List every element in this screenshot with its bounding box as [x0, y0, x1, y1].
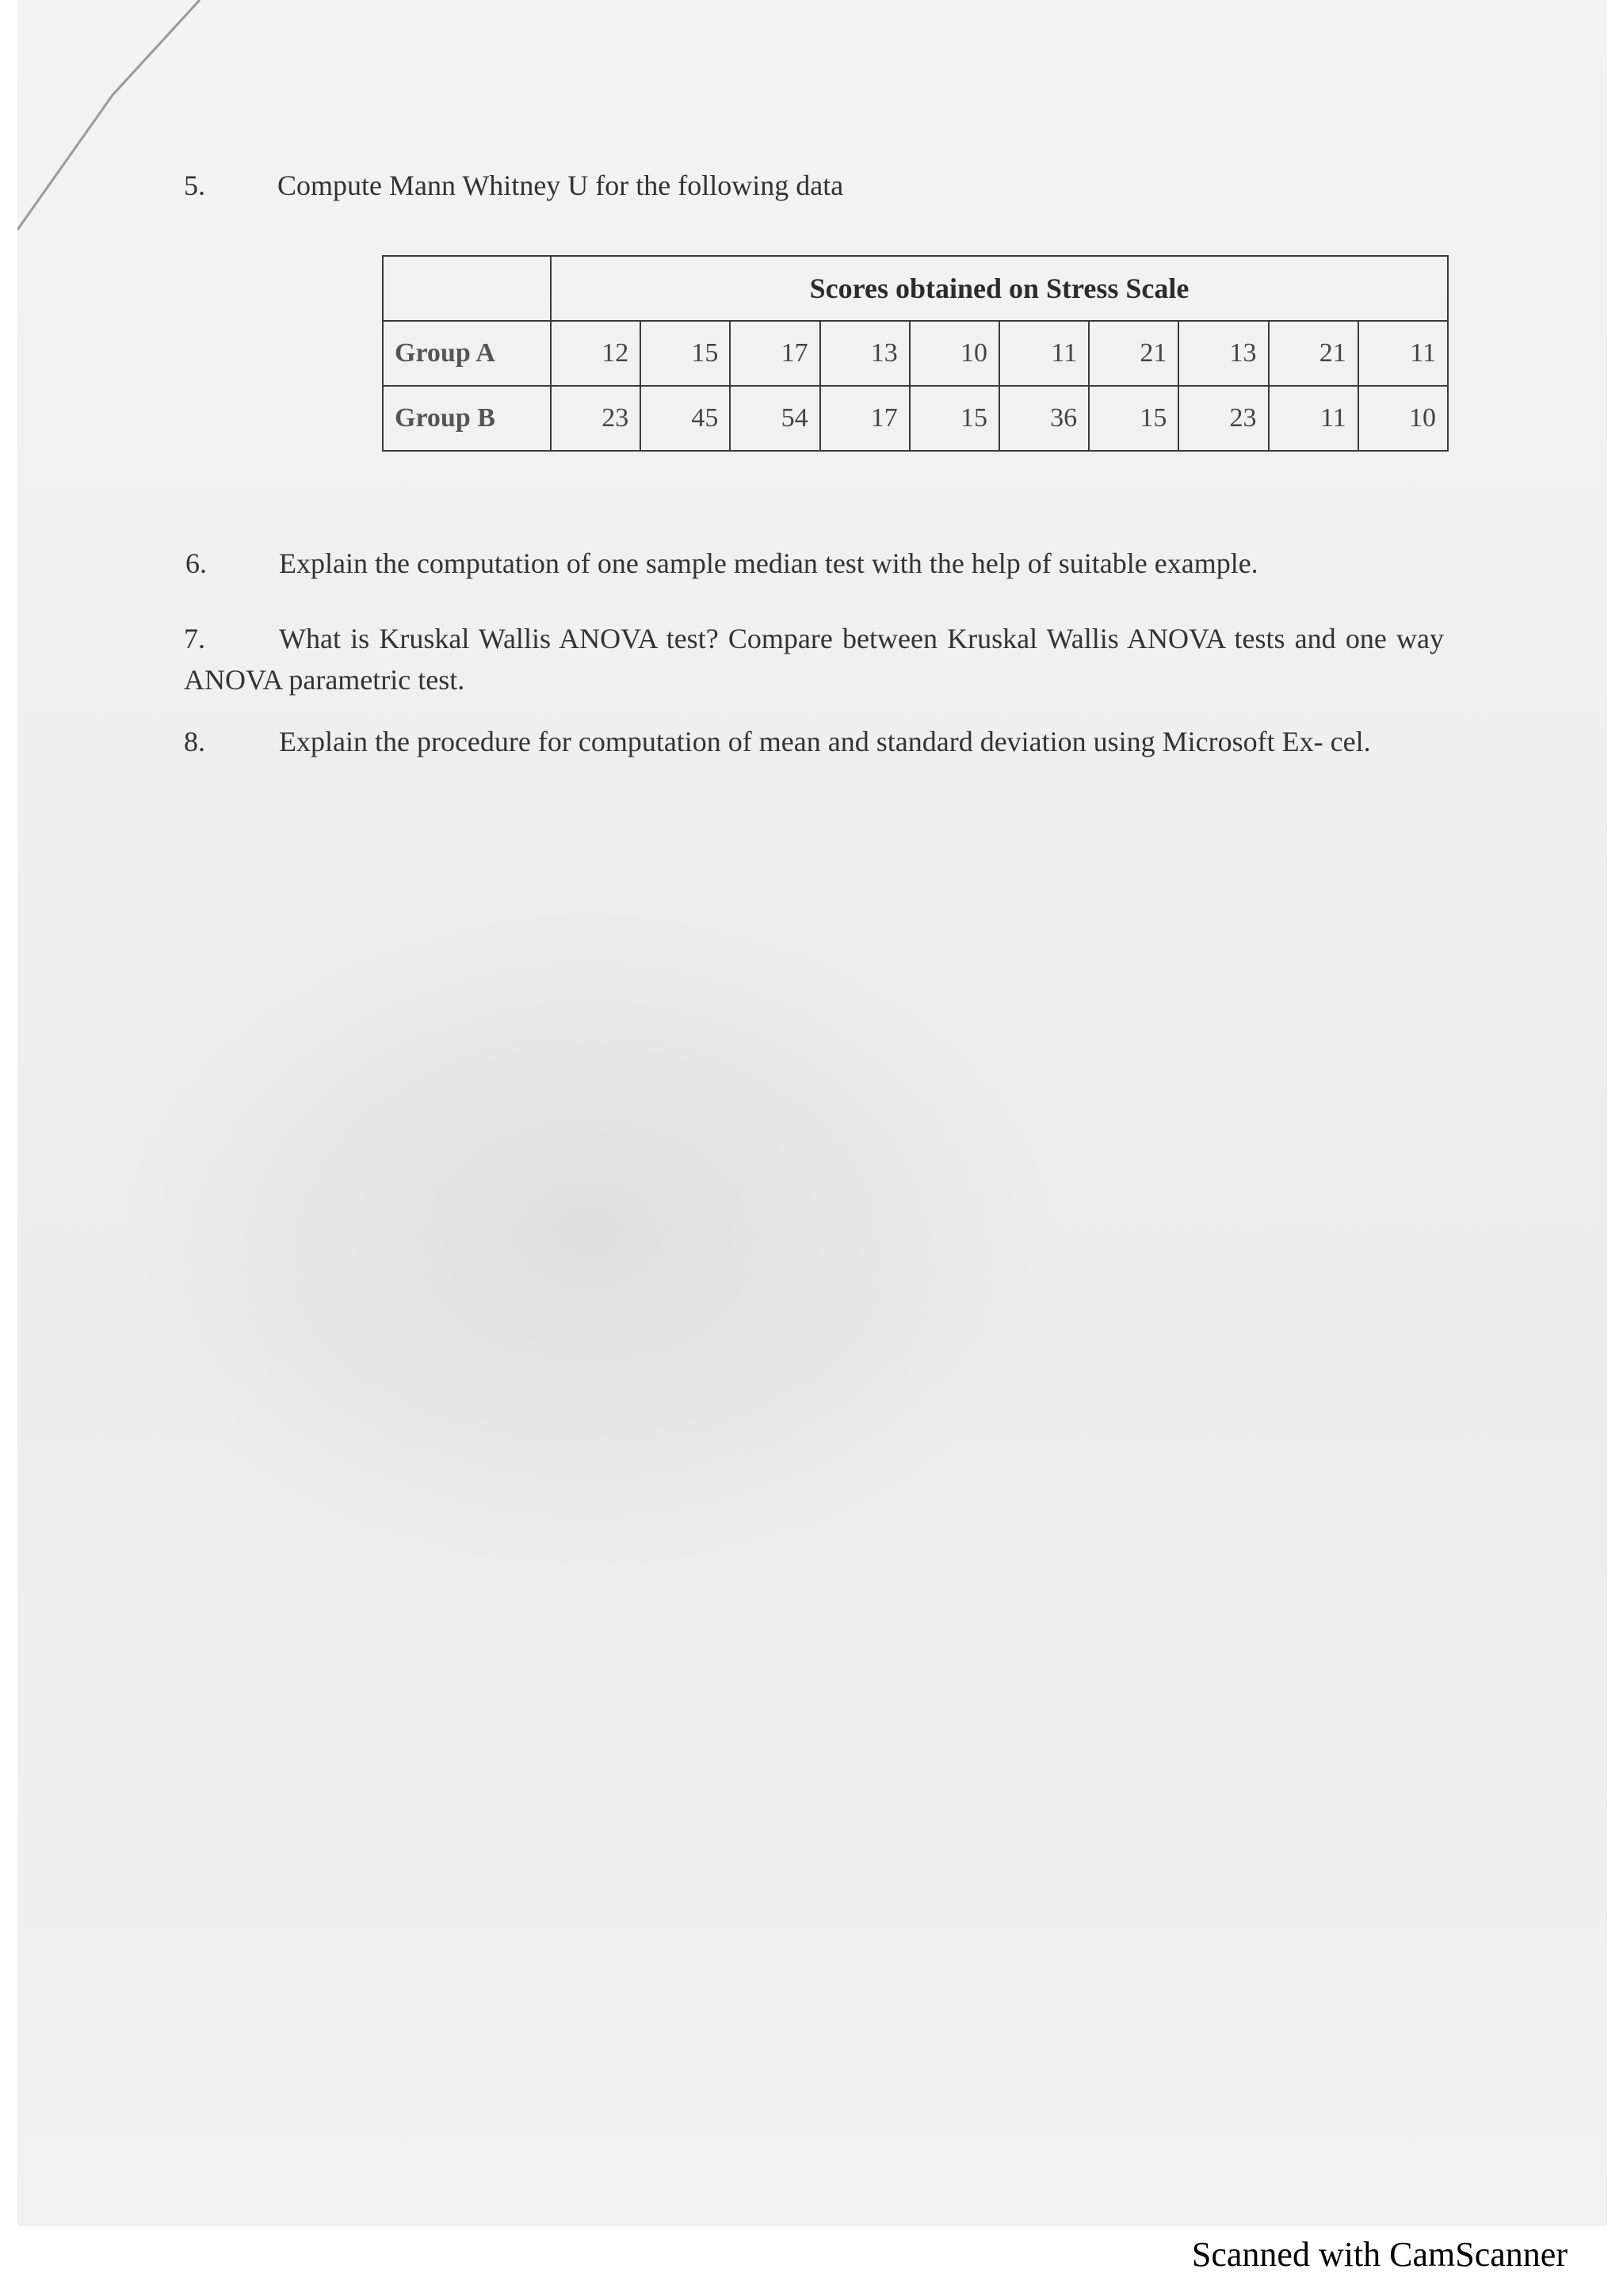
question-number: 7. [184, 623, 205, 654]
table-cell: 11 [1269, 386, 1358, 451]
scanned-page [17, 0, 1607, 2226]
row-label: Group B [383, 386, 551, 451]
table-cell: 15 [640, 321, 730, 386]
question-number: 8. [184, 726, 205, 757]
table-cell: 15 [1089, 386, 1178, 451]
question-8 [184, 721, 1444, 762]
row-label: Group A [383, 321, 551, 386]
table-cell: 13 [1178, 321, 1268, 386]
question-7 [184, 618, 1444, 700]
table-cell: 54 [730, 386, 819, 451]
scanner-watermark: Scanned with CamScanner [1191, 2235, 1568, 2274]
table-corner-cell [383, 256, 551, 321]
question-text: Explain the computation of one sample median test with the help of suitable example. [279, 547, 1258, 579]
question-number: 6. [185, 547, 207, 579]
table-cell: 15 [910, 386, 999, 451]
scores-table [382, 255, 1449, 452]
table-cell: 17 [730, 321, 819, 386]
table-cell: 12 [551, 321, 640, 386]
table-cell: 36 [999, 386, 1089, 451]
table-cell: 21 [1089, 321, 1178, 386]
question-5 [184, 165, 1531, 206]
paper-shadow [113, 871, 1064, 1585]
table-row [383, 386, 1448, 451]
table-cell: 23 [551, 386, 640, 451]
table-cell: 11 [1358, 321, 1448, 386]
table-row [383, 321, 1448, 386]
table-cell: 11 [999, 321, 1089, 386]
table-cell: 13 [820, 321, 910, 386]
table-cell: 10 [1358, 386, 1448, 451]
question-6 [185, 543, 1533, 584]
table-header: Scores obtained on Stress Scale [551, 256, 1448, 321]
question-text: What is Kruskal Wallis ANOVA test? Compare between Kruskal Wallis ANOVA tests and one way ANOVA parametric test. [184, 623, 1444, 696]
question-number: 5. [184, 170, 205, 201]
table-header-row [383, 256, 1448, 321]
table-cell: 23 [1178, 386, 1268, 451]
table-cell: 17 [820, 386, 910, 451]
table-cell: 10 [910, 321, 999, 386]
question-text: Explain the procedure for computation of mean and standard deviation using Microsoft Ex- cel. [279, 726, 1371, 757]
table-cell: 21 [1269, 321, 1358, 386]
table-cell: 45 [640, 386, 730, 451]
question-text: Compute Mann Whitney U for the following data [277, 170, 844, 201]
